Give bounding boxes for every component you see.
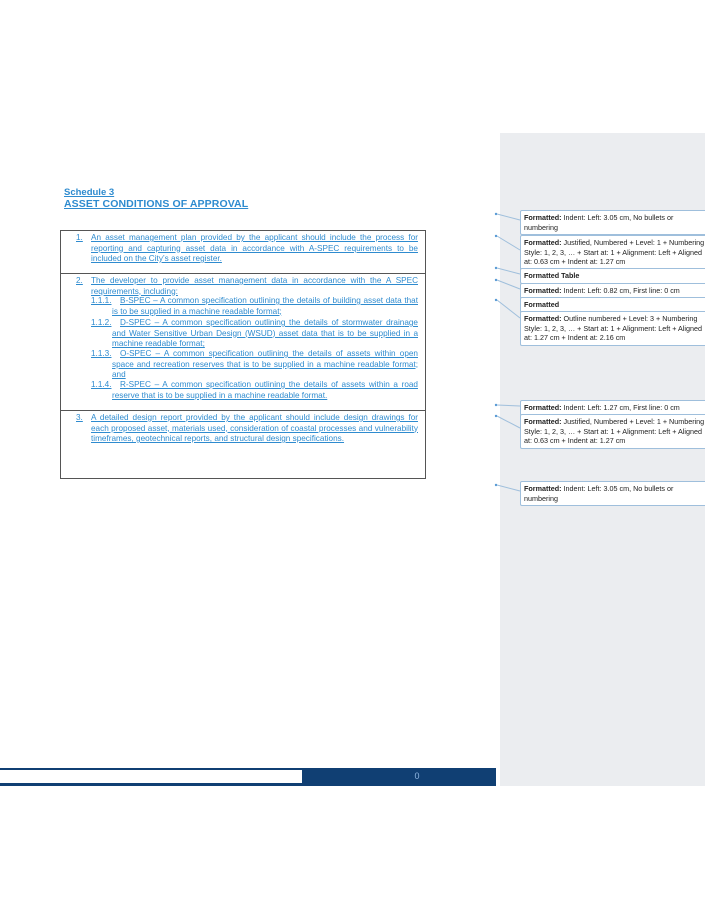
balloon-text: Indent: Left: 3.05 cm, No bullets or numbering [524,484,674,503]
schedule-subtitle: ASSET CONDITIONS OF APPROVAL [64,198,249,210]
condition-number: 2. [76,276,83,285]
balloon-text: Outline numbered + Level: 3 + Numbering Style: 1, 2, 3, … + Start at: 1 + Alignment: Left + Aligned at: 1.27 cm + Indent at: 2.16 cm [524,314,702,343]
format-comment-balloon[interactable] [520,210,705,235]
balloon-text: Justified, Numbered + Level: 1 + Numbering Style: 1, 2, 3, … + Start at: 1 + Alignment: Left + Aligned at: 0.63 cm + Indent at: 1.27 cm [524,417,705,446]
subitem-number: 1.1.4. [91,380,112,389]
balloon-label: Formatted: [524,417,562,426]
page-number: 0 [414,771,420,781]
balloon-text: Indent: Left: 3.05 cm, No bullets or numbering [524,213,674,232]
balloon-label: Formatted Table [524,271,580,280]
condition-text: An asset management plan provided by the applicant should include the process for reporting and capturing asset data in accordance with A-SPEC requirements to be included on the City’s asset register. [91,233,418,263]
balloon-label: Formatted: [524,286,562,295]
balloon-text: Indent: Left: 0.82 cm, First line: 0 cm [561,286,680,295]
balloon-label: Formatted: [524,314,562,323]
balloon-text: Indent: Left: 1.27 cm, First line: 0 cm [561,403,680,412]
format-comment-balloon[interactable] [520,481,705,506]
schedule-title: Schedule 3 [64,187,115,198]
condition-number: 3. [76,413,83,422]
subitem-number: 1.1.3. [91,349,112,358]
condition-text: A detailed design report provided by the applicant should include design drawings for each proposed asset, materials used, consideration of coastal processes and vulnerability timeframes, geotechnical reports, and structural design specifications. [91,413,418,443]
format-comment-balloon[interactable] [520,311,705,346]
balloon-label: Formatted: [524,238,562,247]
format-comment-balloon[interactable] [520,268,705,284]
subitem-number: 1.1.2. [91,318,112,327]
balloon-text: Justified, Numbered + Level: 1 + Numbering Style: 1, 2, 3, … + Start at: 1 + Alignment: Left + Aligned at: 0.63 cm + Indent at: 1.27 cm [524,238,705,267]
subitem-text: D-SPEC – A common specification outlining the details of stormwater drainage and Water Sensitive Urban Design (WSUD) asset data that is to be supplied in a machine readable format; [112,318,418,348]
balloon-label: Formatted: [524,403,562,412]
subitem-text: O-SPEC – A common specification outlining the details of assets within open space and recreation reserves that is to be supplied in a machine readable format; and [112,349,418,379]
balloon-label: Formatted: [524,484,562,493]
format-comment-balloon[interactable] [520,414,705,449]
subitem-text: R-SPEC – A common specification outlining the details of assets within a road reserve that is to be supplied in a machine readable format. [112,380,418,400]
condition-text: The developer to provide asset management data in accordance with the A SPEC requirements, including: [91,276,418,296]
subitem-text: B-SPEC – A common specification outlining the details of building asset data that is to be supplied in a machine readable format; [112,296,418,316]
condition-number: 1. [76,233,83,242]
balloon-label: Formatted: [524,213,562,222]
subitem-number: 1.1.1. [91,296,112,305]
format-comment-balloon[interactable] [520,235,705,270]
balloon-label: Formatted [524,300,560,309]
